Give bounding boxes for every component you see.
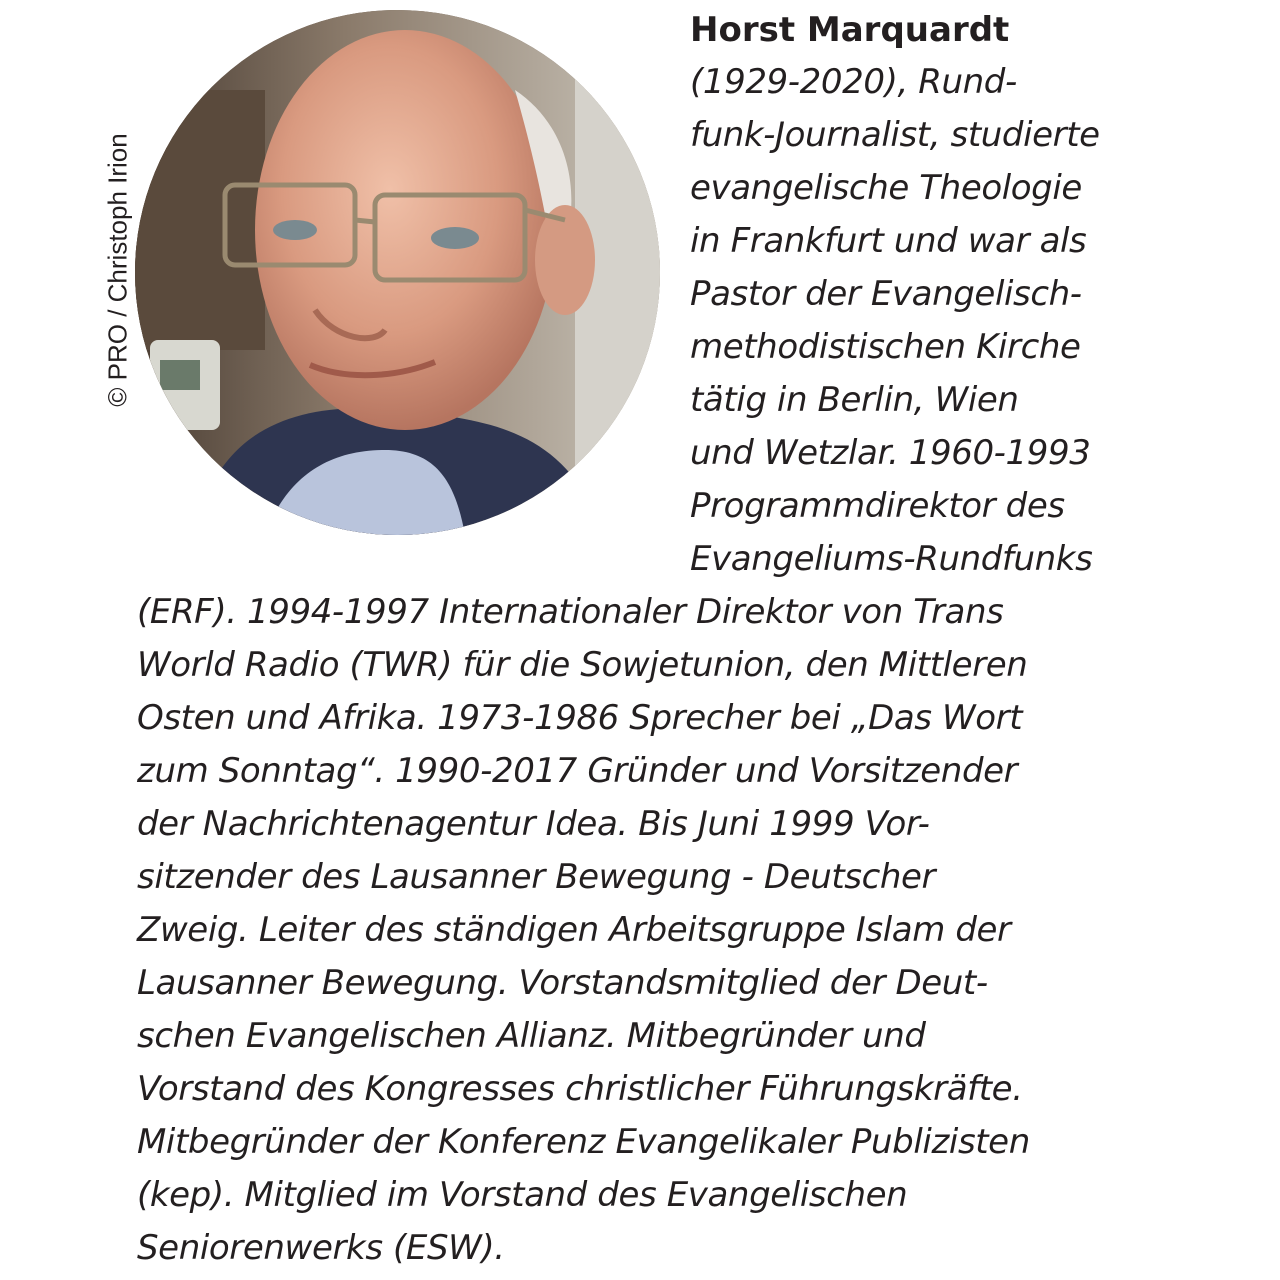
portrait-illustration xyxy=(135,10,660,535)
bio-line: Programmdirektor des xyxy=(690,486,1065,526)
bio-line: zum Sonntag“. 1990-2017 Gründer und Vorsitzender xyxy=(137,751,1018,791)
bio-line: in Frankfurt und war als xyxy=(690,221,1087,261)
bio-line: Evangeliums-Rundfunks xyxy=(690,539,1093,579)
bio-line: der Nachrichtenagentur Idea. Bis Juni 1999 Vor- xyxy=(137,804,930,844)
bio-line: (ERF). 1994-1997 Internationaler Direktor von Trans xyxy=(137,592,1004,632)
bio-line: schen Evangelischen Allianz. Mitbegründer und xyxy=(137,1016,926,1056)
bio-line: funk-Journalist, studierte xyxy=(690,115,1100,155)
bio-line: Lausanner Bewegung. Vorstandsmitglied der Deut- xyxy=(137,963,988,1003)
bio-line: und Wetzlar. 1960-1993 xyxy=(690,433,1091,473)
bio-line: Vorstand des Kongresses christlicher Führungskräfte. xyxy=(137,1069,1023,1109)
bio-line: Osten und Afrika. 1973-1986 Sprecher bei „Das Wort xyxy=(137,698,1023,738)
person-name: Horst Marquardt xyxy=(690,10,1010,50)
bio-line: (kep). Mitglied im Vorstand des Evangelischen xyxy=(137,1175,908,1215)
bio-line: Pastor der Evangelisch- xyxy=(690,274,1082,314)
bio-line: tätig in Berlin, Wien xyxy=(690,380,1019,420)
photo-credit: © PRO / Christoph Irion xyxy=(102,133,133,407)
bio-line: (1929-2020), Rund- xyxy=(690,62,1017,102)
bio-line: Mitbegründer der Konferenz Evangelikaler Publizisten xyxy=(137,1122,1030,1162)
portrait-photo xyxy=(135,10,660,535)
bio-line: Seniorenwerks (ESW). xyxy=(137,1228,505,1268)
bio-line: World Radio (TWR) für die Sowjetunion, den Mittleren xyxy=(137,645,1028,685)
bio-line: evangelische Theologie xyxy=(690,168,1082,208)
bio-line: methodistischen Kirche xyxy=(690,327,1081,367)
bio-line: sitzender des Lausanner Bewegung - Deutscher xyxy=(137,857,936,897)
bio-line: Zweig. Leiter des ständigen Arbeitsgruppe Islam der xyxy=(137,910,1011,950)
